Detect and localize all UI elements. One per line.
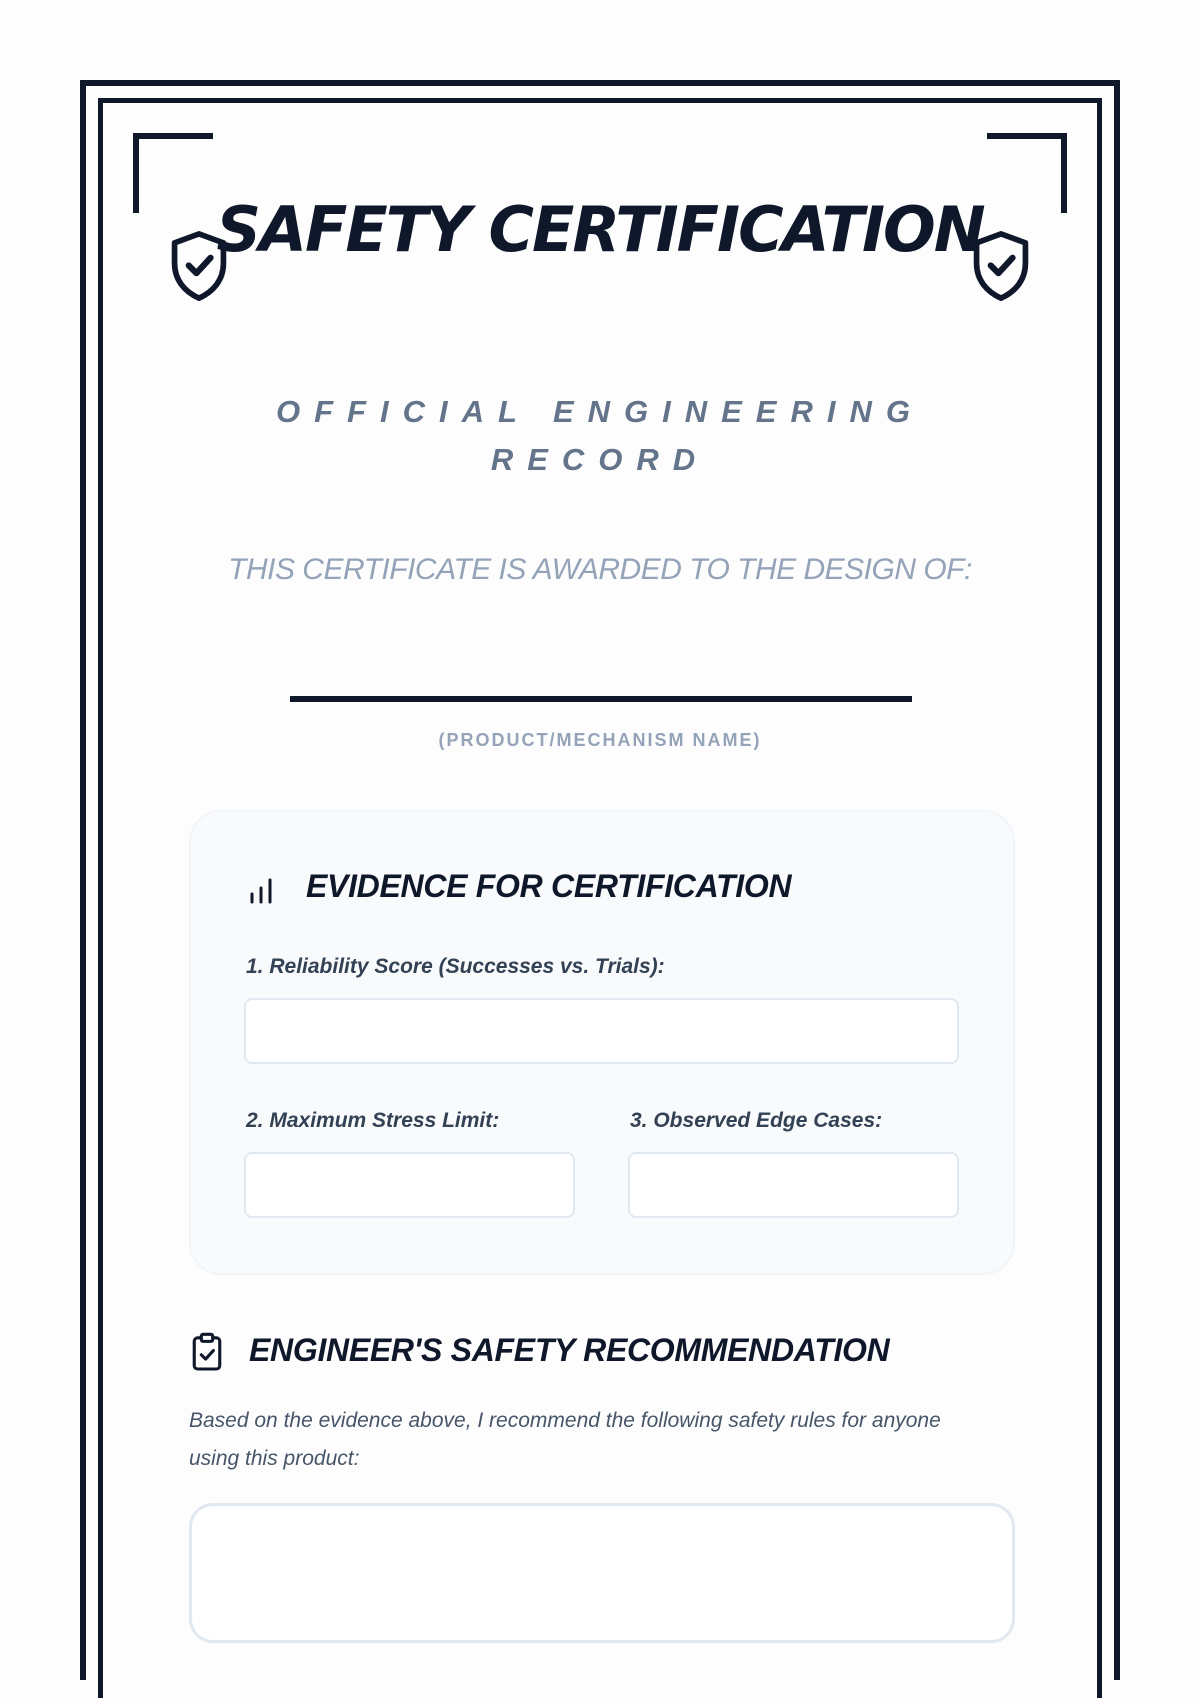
evidence-heading: EVIDENCE FOR CERTIFICATION [306,868,792,904]
reliability-score-input[interactable] [244,998,959,1064]
product-name-input[interactable] [290,696,912,702]
recommendation-intro: Based on the evidence above, I recommend the following safety rules for anyone using this product: [189,1409,941,1470]
safety-recommendation-textarea[interactable] [189,1503,1015,1643]
awarded-to-text: THIS CERTIFICATE IS AWARDED TO THE DESIGN OF: [228,553,972,586]
certificate-subtitle: OFFICIAL ENGINEERING RECORD [275,394,924,477]
clipboard-check-icon [190,1332,224,1372]
max-stress-limit-label: 2. Maximum Stress Limit: [246,1109,500,1132]
bar-chart-icon [248,872,280,904]
edge-cases-label: 3. Observed Edge Cases: [630,1109,883,1132]
reliability-score-label: 1. Reliability Score (Successes vs. Trials): [246,955,665,978]
certificate-title: SAFETY CERTIFICATION [216,193,984,266]
edge-cases-input[interactable] [628,1152,959,1218]
recommendation-heading: ENGINEER'S SAFETY RECOMMENDATION [249,1332,890,1368]
product-name-caption: (PRODUCT/MECHANISM NAME) [438,730,762,750]
max-stress-limit-input[interactable] [244,1152,575,1218]
